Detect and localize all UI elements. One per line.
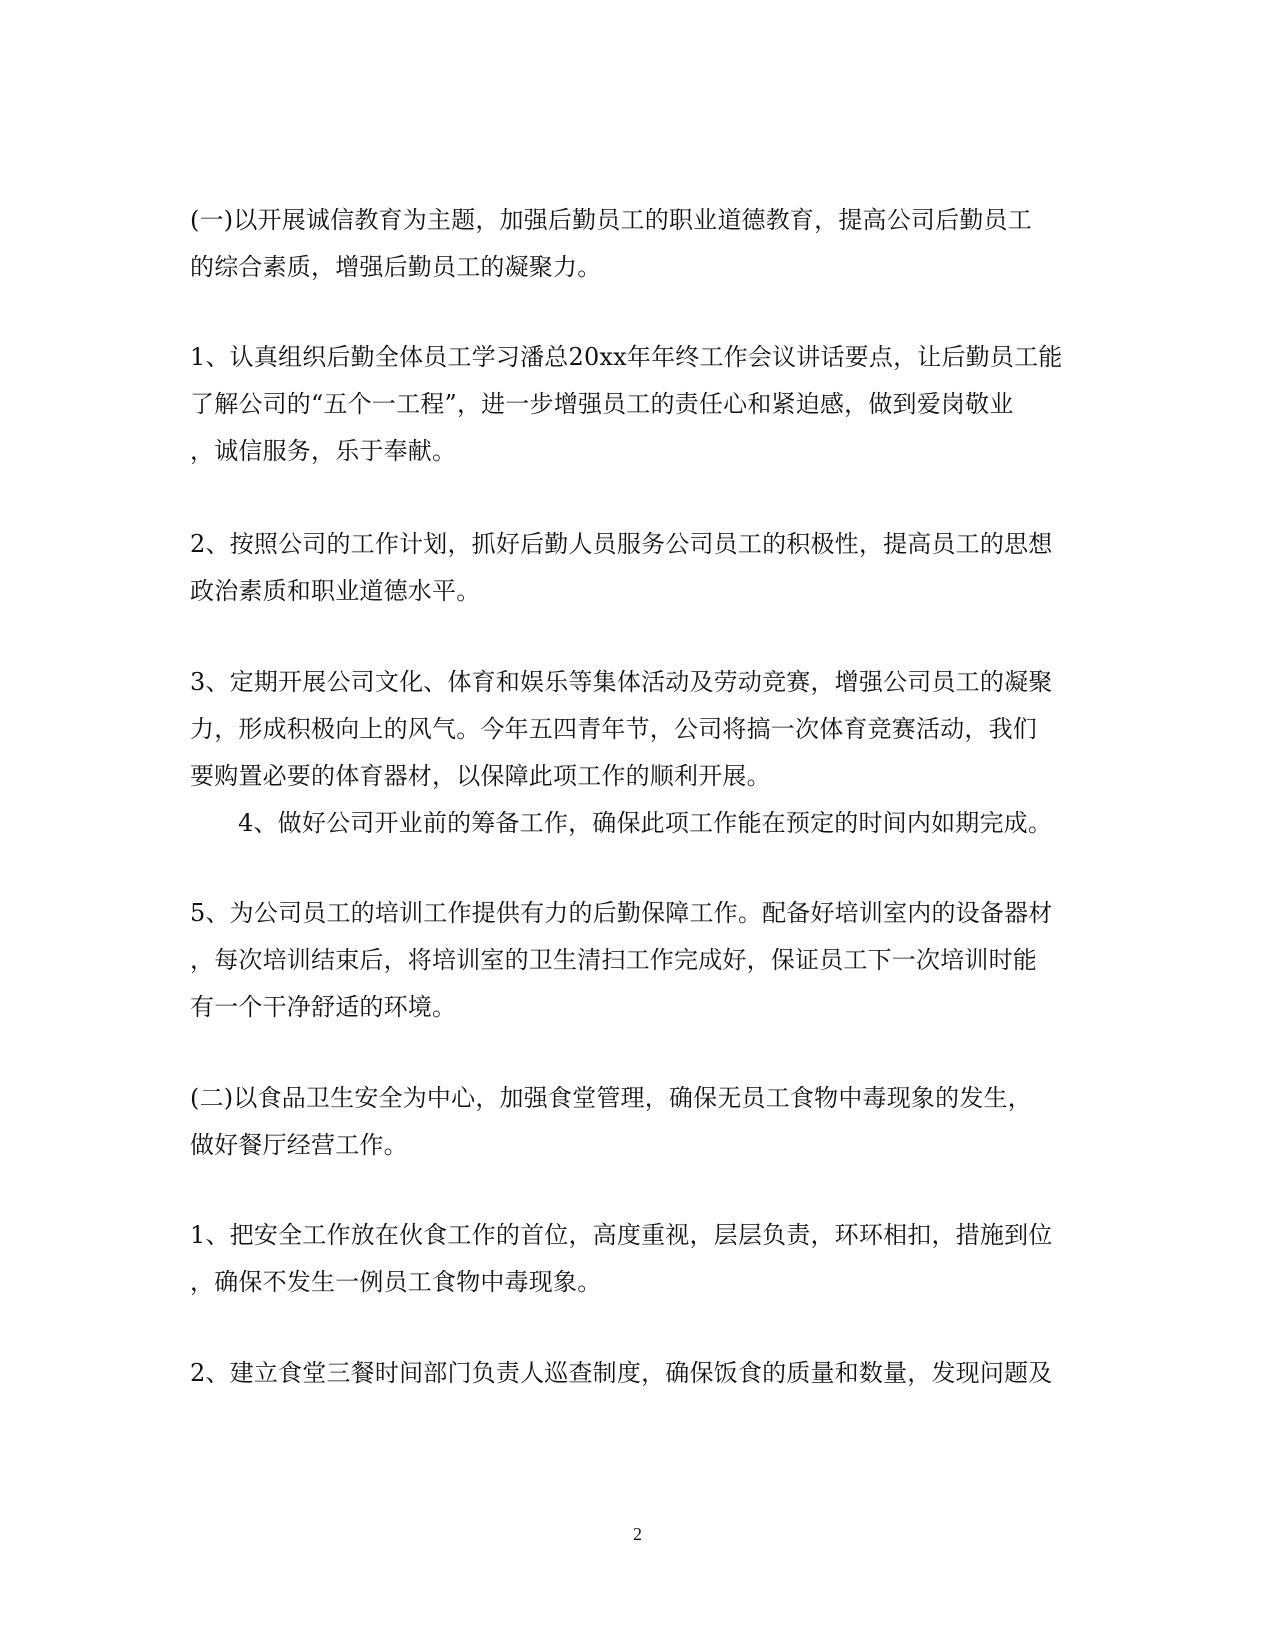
paragraph-8-line-1: 1、把安全工作放在伙食工作的首位，高度重视，层层负责，环环相扣，措施到位	[190, 1221, 1053, 1249]
paragraph-5-line-1: 4、做好公司开业前的筹备工作，确保此项工作能在预定的时间内如期完成。	[238, 809, 1053, 837]
paragraph-2-line-2: 了解公司的“五个一工程”，进一步增强员工的责任心和紧迫感，做到爱岗敬业	[190, 390, 1014, 418]
paragraph-9-line-1: 2、建立食堂三餐时间部门负责人巡查制度，确保饭食的质量和数量，发现问题及	[190, 1359, 1053, 1387]
paragraph-4-line-1: 3、定期开展公司文化、体育和娱乐等集体活动及劳动竞赛，增强公司员工的凝聚	[190, 668, 1053, 696]
paragraph-2-line-3: ，诚信服务，乐于奉献。	[190, 437, 457, 465]
paragraph-6-line-3: 有一个干净舒适的环境。	[190, 993, 457, 1021]
paragraph-4-line-2: 力，形成积极向上的风气。今年五四青年节，公司将搞一次体育竞赛活动，我们	[190, 715, 1037, 743]
paragraph-6-line-2: ，每次培训结束后，将培训室的卫生清扫工作完成好，保证员工下一次培训时能	[190, 946, 1037, 974]
paragraph-1-line-2: 的综合素质，增强后勤员工的凝聚力。	[190, 253, 602, 281]
paragraph-8-line-2: ，确保不发生一例员工食物中毒现象。	[190, 1268, 602, 1296]
paragraph-2-line-1: 1、认真组织后勤全体员工学习潘总20xx年年终工作会议讲话要点，让后勤员工能	[190, 343, 1063, 371]
paragraph-1-line-1: (一)以开展诚信教育为主题，加强后勤员工的职业道德教育，提高公司后勤员工	[190, 206, 1032, 234]
paragraph-3-line-2: 政治素质和职业道德水平。	[190, 577, 481, 605]
paragraph-3-line-1: 2、按照公司的工作计划，抓好后勤人员服务公司员工的积极性，提高员工的思想	[190, 530, 1053, 558]
paragraph-7-line-1: (二)以食品卫生安全为中心，加强食堂管理，确保无员工食物中毒现象的发生，	[190, 1084, 1032, 1112]
paragraph-4-line-3: 要购置必要的体育器材，以保障此项工作的顺利开展。	[190, 762, 771, 790]
paragraph-7-line-2: 做好餐厅经营工作。	[190, 1131, 408, 1159]
page-number: 2	[633, 1524, 642, 1544]
paragraph-6-line-1: 5、为公司员工的培训工作提供有力的后勤保障工作。配备好培训室内的设备器材	[190, 899, 1053, 927]
